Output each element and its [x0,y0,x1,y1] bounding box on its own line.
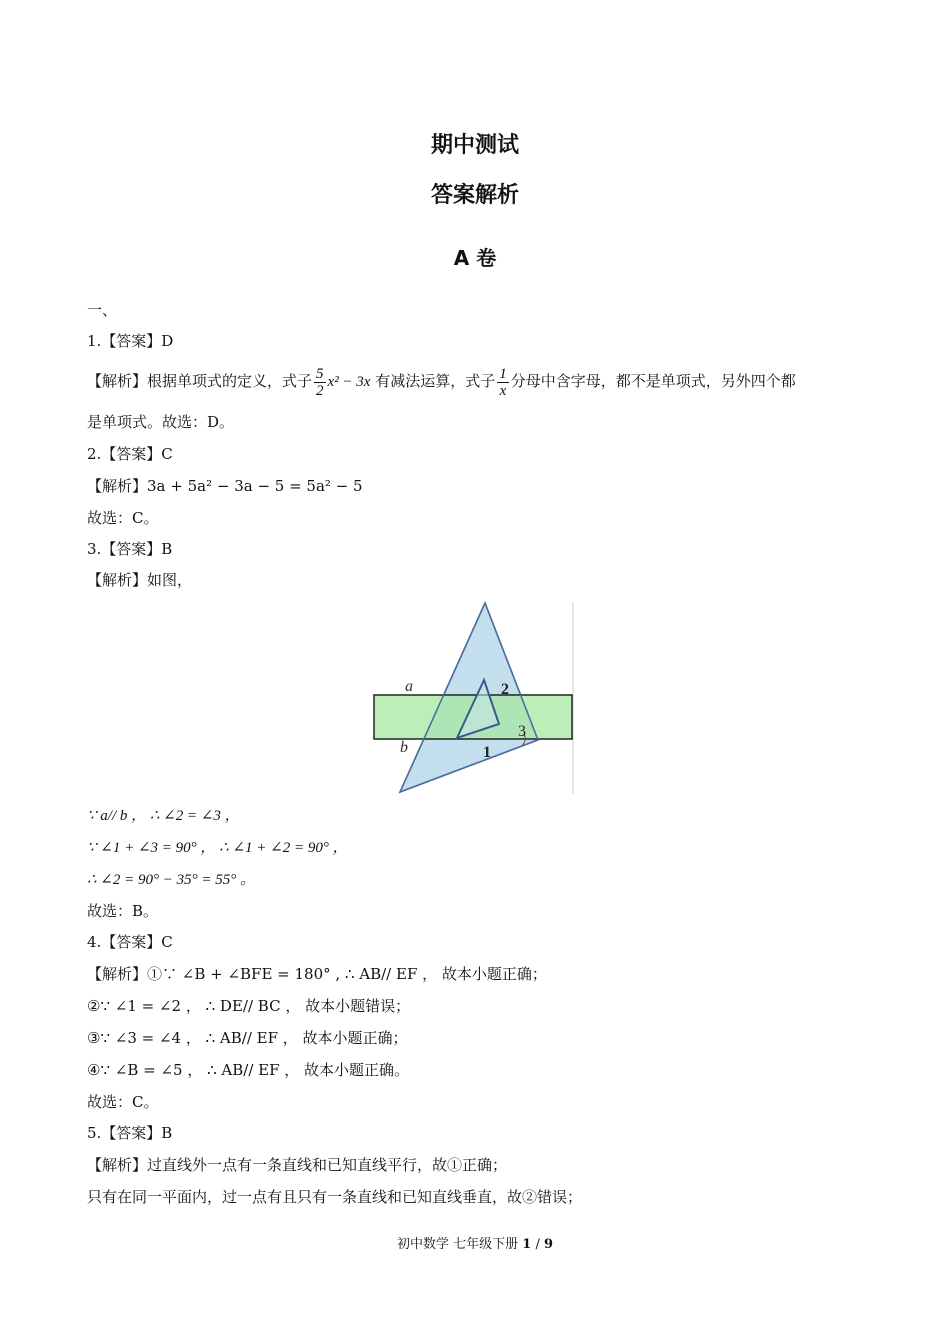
label-b: b [400,739,408,756]
q3-step-3: ∴ ∠2 = 90° − 35° = 55° 。 [87,872,255,888]
q1-analysis [87,360,796,403]
q3-figure [372,600,577,796]
q3-step-1: ∵ a// b ， ∴ ∠2 = ∠3 ， [87,808,240,824]
q3-step-2: ∵ ∠1 + ∠3 = 90° ， ∴ ∠1 + ∠2 = 90° ， [87,840,348,856]
q1-frac2-den: x [499,382,507,399]
q1-text-1: 根据单项式的定义，式子 [147,372,313,390]
q2-answer: 2.【答案】C [87,445,173,463]
page-total: 9 [543,1237,554,1252]
page-number: 1 [522,1237,532,1252]
q3-choose: 故选：B。 [87,902,159,920]
q1-fraction-2 [497,366,509,399]
q1-expression: x² − 3x [327,374,371,390]
q1-frac2-num: 1 [499,365,507,382]
q3-answer: 3.【答案】B [87,540,173,558]
q4-choose: 故选：C。 [87,1093,159,1111]
label-1: 1 [483,744,491,761]
q1-answer: 1.【答案】D [87,332,174,350]
q5-answer: 5.【答案】B [87,1124,173,1142]
page-separator: / [531,1237,544,1252]
q2-choose: 故选：C。 [87,509,159,527]
q4-analysis-4: ④∵ ∠B = ∠5 ， ∴ AB// EF ， 故本小题正确。 [87,1061,410,1079]
q1-text-3: 分母中含字母，都不是单项式，另外四个都 [510,372,796,390]
section-title: A 卷 [453,246,497,270]
label-2: 2 [501,681,509,698]
q4-analysis-2: ②∵ ∠1 = ∠2 ， ∴ DE// BC ， 故本小题错误； [87,997,411,1015]
label-3: 3 [518,723,526,740]
part-label: 一、 [87,301,118,319]
q1-fraction-1 [314,366,326,399]
q4-analysis-1: 【解析】①∵ ∠B + ∠BFE = 180° , ∴ AB// EF ， 故本小题正确； [87,965,547,983]
q1-frac1-den: 2 [316,382,324,399]
q4-answer: 4.【答案】C [87,933,173,951]
q1-frac1-num: 5 [316,365,324,382]
q5-analysis-1: 【解析】过直线外一点有一条直线和已知直线平行，故①正确； [87,1156,508,1174]
label-a: a [405,678,413,695]
q5-analysis-2: 只有在同一平面内，过一点有且只有一条直线和已知直线垂直，故②错误； [87,1188,583,1206]
page-footer [0,1233,950,1252]
q3-analysis: 【解析】如图， [87,571,193,589]
q4-analysis-3: ③∵ ∠3 = ∠4 ， ∴ AB// EF ， 故本小题正确； [87,1029,408,1047]
q1-text-2: 有减法运算，式子 [375,372,496,390]
footer-text: 初中数学 七年级下册 [396,1237,519,1252]
q2-analysis: 【解析】3a + 5a² − 3a − 5 = 5a² − 5 [87,477,363,495]
page-subtitle: 答案解析 [430,183,519,208]
page-title: 期中测试 [430,133,519,158]
q1-label: 【解析】 [87,372,148,390]
q1-conclusion: 是单项式。故选：D。 [87,413,235,431]
